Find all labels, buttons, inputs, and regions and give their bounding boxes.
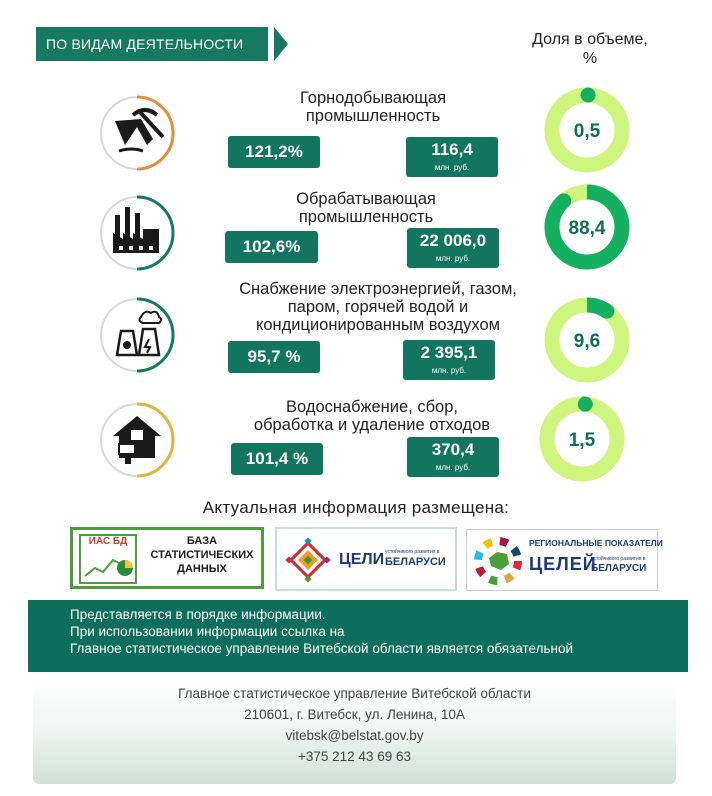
logo-country: БЕЛАРУСИ xyxy=(591,563,647,574)
volume-value: 2 395,1 xyxy=(420,343,478,362)
logo-top: РЕГИОНАЛЬНЫЕ ПОКАЗАТЕЛИ xyxy=(529,538,663,548)
share-donut xyxy=(536,393,628,485)
volume-box xyxy=(406,137,498,177)
volume-unit: млн. руб. xyxy=(435,463,471,472)
footer-email[interactable]: vitebsk@belstat.gov.by xyxy=(285,728,424,743)
volume-value: 22 006,0 xyxy=(419,231,487,250)
index-value: 101,4 % xyxy=(231,443,323,475)
mining-icon xyxy=(97,93,177,173)
row-title-line: паром, горячей водой и xyxy=(287,298,469,316)
donut-label: 88,4 xyxy=(568,218,606,239)
volume-box xyxy=(407,437,499,477)
index-value: 95,7 % xyxy=(228,341,320,373)
power-plant-icon xyxy=(97,295,177,375)
donut-marker xyxy=(581,88,596,103)
contact-footer xyxy=(33,679,676,784)
ribbon-arrow xyxy=(274,27,288,61)
index-value: 102,6% xyxy=(225,231,318,263)
share-header-line2: % xyxy=(582,50,598,67)
notice-line: При использовании информации ссылка на xyxy=(70,624,345,639)
row-title-line: Снабжение электроэнергией, газом, xyxy=(239,280,517,298)
volume-unit: млн. руб. xyxy=(434,163,470,172)
donut-label: 9,6 xyxy=(573,331,601,352)
notice-line: Представляется в порядке информации. xyxy=(70,607,326,622)
row-title-water xyxy=(222,398,522,434)
notice-line: Главное статистическое управление Витебской области является обязательной xyxy=(70,641,574,656)
row-title-line: Водоснабжение, сбор, xyxy=(286,398,458,416)
logo-line: БАЗА xyxy=(186,535,218,547)
logo-main: ЦЕЛЕЙ xyxy=(529,554,597,574)
donut-marker xyxy=(578,397,593,412)
row-title-line: кондиционированным воздухом xyxy=(255,316,501,334)
donut-marker xyxy=(556,193,571,208)
logo-small: устойчивого развития в xyxy=(385,549,440,555)
donut-marker xyxy=(599,304,614,319)
water-supply-icon xyxy=(97,400,177,480)
logo-abbr: ИАС БД xyxy=(88,536,128,547)
share-donut xyxy=(541,294,633,386)
sdg-belarus-logo-link[interactable] xyxy=(275,527,457,591)
volume-unit: млн. руб. xyxy=(431,366,467,375)
logo-line: СТАТИСТИЧЕСКИХ xyxy=(150,549,254,561)
volume-unit: млн. руб. xyxy=(435,254,471,263)
logo-line: ДАННЫХ xyxy=(177,563,227,575)
row-title-line: Горнодобывающая xyxy=(299,89,447,107)
logo-main: ЦЕЛИ xyxy=(339,551,385,568)
info-heading: Актуальная информация размещена: xyxy=(202,498,510,517)
logo-country: БЕЛАРУСИ xyxy=(385,556,446,568)
regional-sdg-logo-link[interactable] xyxy=(466,529,663,591)
row-title-mining xyxy=(223,89,523,125)
row-title-energy xyxy=(218,280,538,334)
footer-address: 210601, г. Витебск, ул. Ленина, 10А xyxy=(244,707,465,722)
index-value: 121,2% xyxy=(228,136,320,168)
ornament-icon xyxy=(283,535,333,585)
chart-logo-icon xyxy=(81,548,135,582)
volume-box xyxy=(407,228,499,268)
database-logo-link[interactable] xyxy=(70,527,264,589)
row-title-line: Обрабатывающая xyxy=(296,190,436,208)
donut-label: 1,5 xyxy=(568,430,596,451)
row-title-line: промышленность xyxy=(305,107,441,125)
volume-value: 370,4 xyxy=(431,440,475,459)
share-column-header xyxy=(520,30,660,68)
volume-value: 116,4 xyxy=(431,140,473,159)
row-title-manufacturing xyxy=(216,190,516,226)
footer-phone: +375 212 43 69 63 xyxy=(298,749,411,764)
share-donut xyxy=(541,84,633,176)
sdg-wheel-icon xyxy=(473,536,523,586)
volume-box xyxy=(403,340,495,380)
footer-org: Главное статистическое управление Витебской области xyxy=(178,686,531,701)
section-ribbon: ПО ВИДАМ ДЕЯТЕЛЬНОСТИ xyxy=(36,27,268,61)
donut-label: 0,5 xyxy=(573,121,601,142)
row-title-line: промышленность xyxy=(298,208,434,226)
logo-small: устойчивого развития в xyxy=(591,556,646,562)
row-title-line: обработка и удаление отходов xyxy=(253,416,491,434)
factory-icon xyxy=(97,193,177,273)
share-donut xyxy=(541,181,633,273)
notice-banner xyxy=(28,600,688,672)
share-header-line1: Доля в объеме, xyxy=(532,31,648,48)
